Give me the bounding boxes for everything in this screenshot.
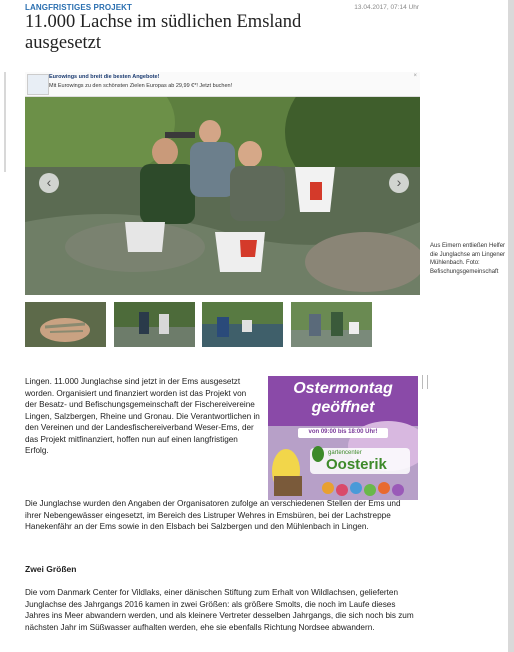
article-date: 13.04.2017, 07:14 Uhr [354, 4, 419, 11]
gallery-main-image[interactable] [25, 72, 420, 295]
ad-text: Mit Eurowings zu den schönsten Zielen Europas ab 29,99 €*! Jetzt buchen! [49, 83, 233, 89]
chevron-left-icon[interactable]: ‹ [39, 173, 59, 193]
side-advertisement[interactable] [268, 376, 418, 500]
article-paragraph: Die Junglachse wurden den Angaben der Organisatoren zufolge an verschiedenen Stellen der Ems und ihrer Nebengewässer eingesetzt, im Bereich des Listruper Wehres in Emsbüren, bei der Lachstreppe Hanekenfähr an der Ems sowie in den Elsbach bei Salzbergen und den Mühlenbach in Lingen. [25, 499, 401, 531]
gallery-thumbnail[interactable] [291, 302, 372, 347]
ad-info-marker[interactable] [422, 375, 428, 389]
page-scrollbar[interactable] [508, 0, 514, 652]
gallery-ad-banner[interactable] [25, 72, 420, 97]
ad-brand-small: gartencenter [328, 450, 362, 456]
ad-title-line1: Ostermontag [293, 380, 393, 397]
ad-headline: Eurowings und breit die besten Angebote! [49, 74, 160, 80]
ad-logo [27, 74, 49, 95]
ad-hours: von 09:00 bis 18:00 Uhr! [308, 429, 378, 435]
left-divider [4, 72, 6, 172]
ad-title-line2: geöffnet [311, 399, 375, 416]
ad-brand: Oosterik [326, 456, 387, 473]
ad-close-icon[interactable]: × [413, 73, 417, 79]
gallery-thumbnail[interactable] [202, 302, 283, 347]
article-title: 11.000 Lachse im südlichen Emsland ausgesetzt [25, 12, 302, 53]
article-paragraph: Lingen. 11.000 Junglachse sind jetzt in der Ems ausgesetzt worden. Organisiert und finanziert worden ist das Projekt von der Besatz- und Befischungsgemeinschaft der Fischereivereine Lingen, Salzbergen, Rheine und Gronau. Die Verantwortlichen in den Vereinen und der Landesfischereiverband Weser-Ems, der das Projekt mitfinanziert, hoffen nun auf einen langfristigen Erfolg. [25, 377, 260, 455]
article-subheading: Zwei Größen [25, 564, 77, 574]
gallery-thumbnail[interactable] [25, 302, 106, 347]
gallery-thumbnail[interactable] [114, 302, 195, 347]
article-kicker: LANGFRISTIGES PROJEKT [25, 3, 132, 12]
image-caption: Aus Eimern entließen Helfer die Junglachse am Lingener Mühlenbach. Foto: Befischungsgemeinschaft [430, 243, 506, 275]
chevron-right-icon[interactable]: › [389, 173, 409, 193]
article-paragraph: Die vom Danmark Center for Vildlaks, einer dänischen Stiftung zum Erhalt von Wildlachsen, gelieferten Junglachse des Jahrgangs 2016 kamen in zwei Größen: als größere Smolts, die noch im Laufe dieses Jahres ins Meer abwandern werden, und als kleinere Vertreter desselben Jahrgangs, die sich noch bis zum nächsten Jahr im Süßwasser aufhalten werden, ehe sie ebenfalls Richtung Nordsee abwandern. [25, 588, 414, 632]
